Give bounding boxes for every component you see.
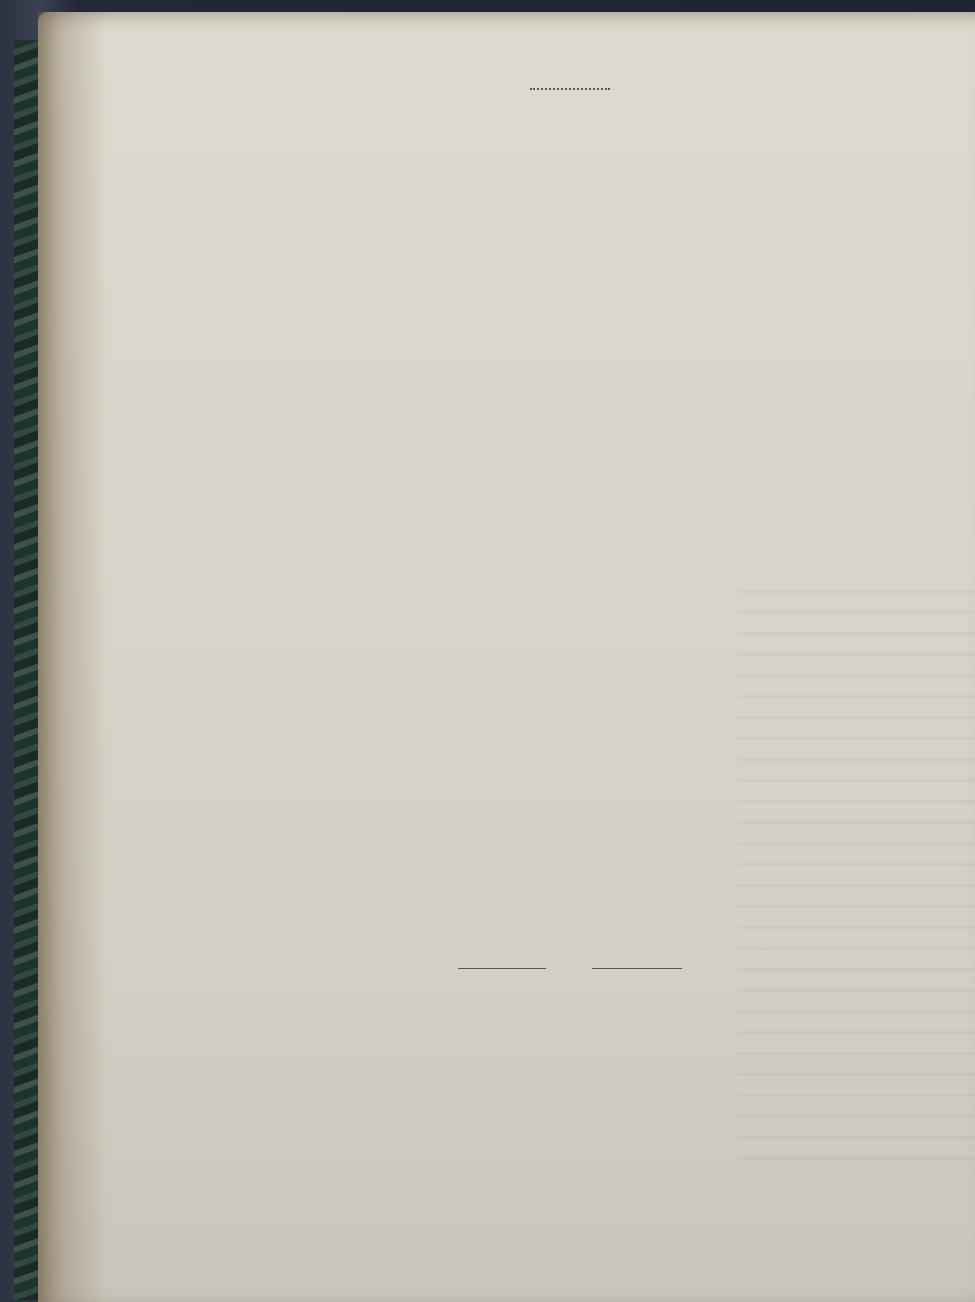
header-rule xyxy=(530,88,610,90)
end-ornament xyxy=(458,958,682,978)
ornament-line-left xyxy=(458,968,546,969)
book-page xyxy=(38,12,975,1302)
bleed-through-text xyxy=(738,572,975,1172)
ornament-line-right xyxy=(592,968,682,969)
